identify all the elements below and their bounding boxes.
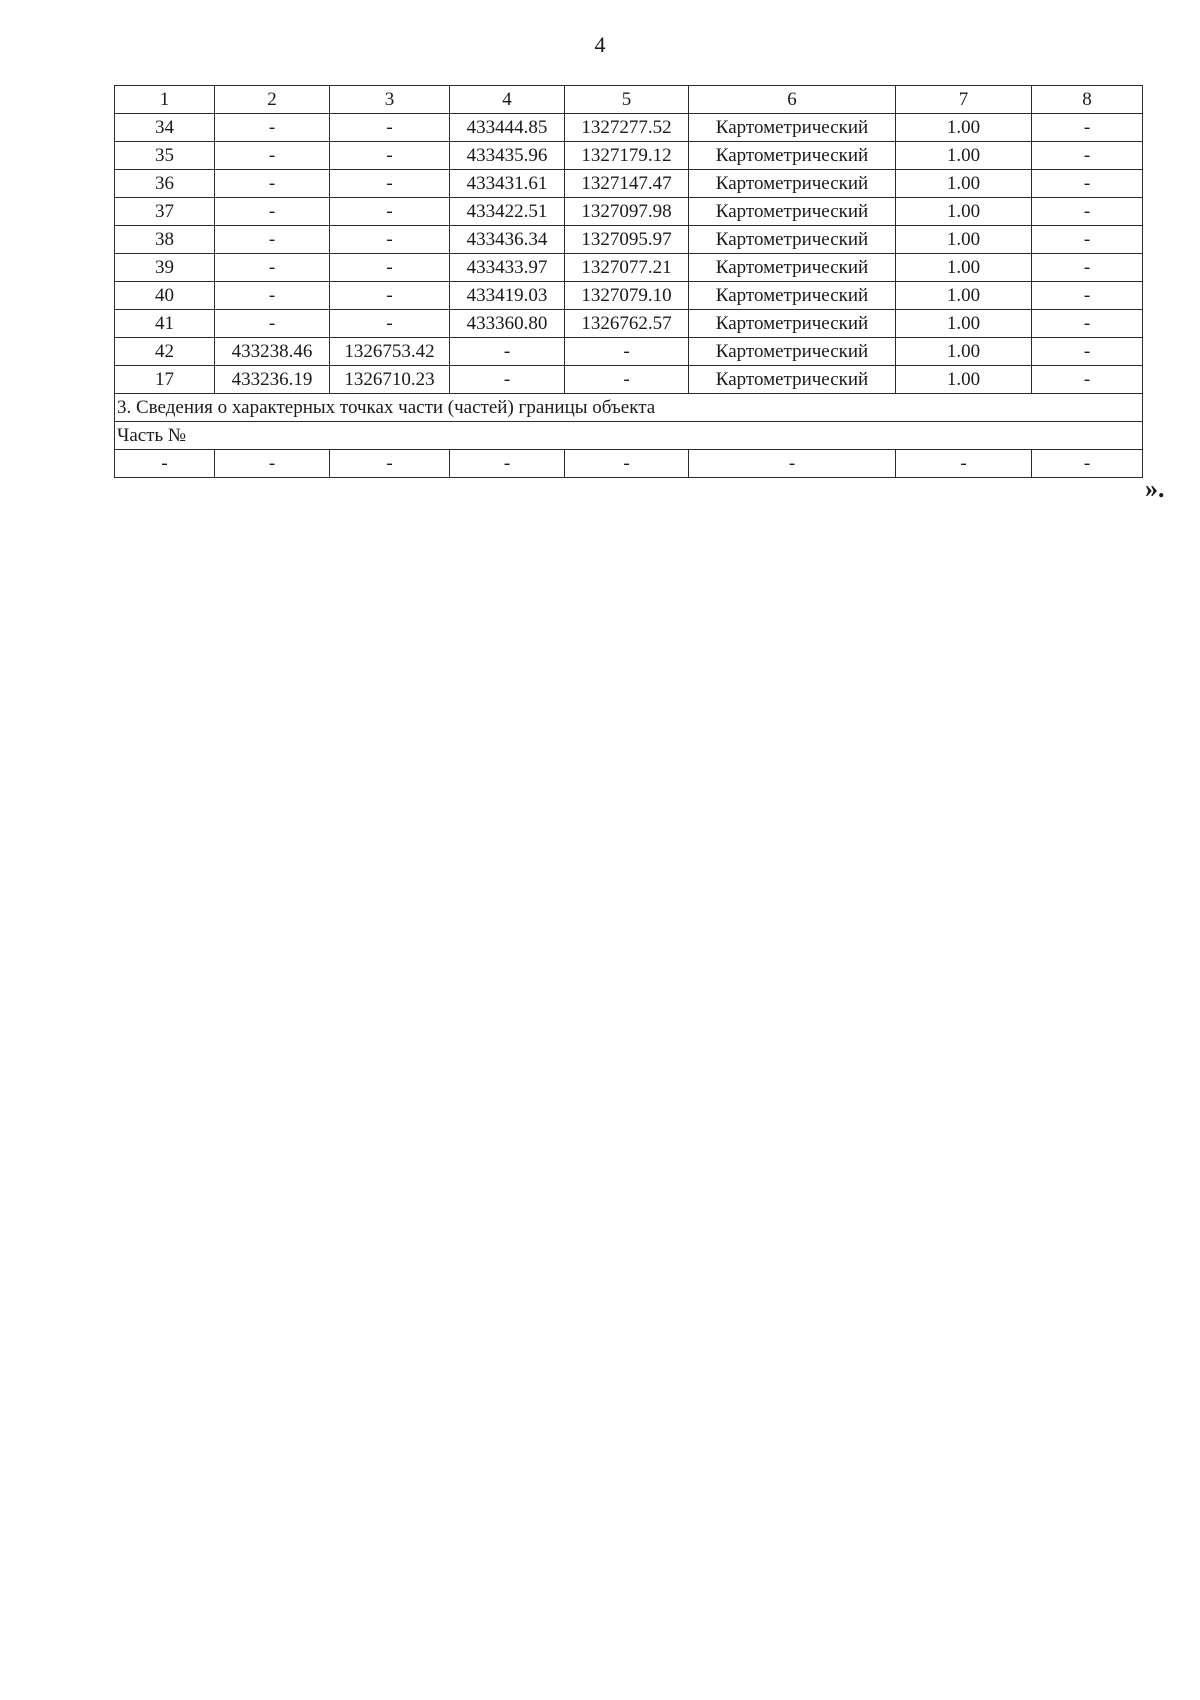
table-cell: Картометрический <box>689 170 896 198</box>
table-cell: - <box>215 142 330 170</box>
table-cell: - <box>565 338 689 366</box>
column-header: 4 <box>450 86 565 114</box>
table-cell: - <box>330 450 450 478</box>
column-header: 3 <box>330 86 450 114</box>
table-cell: 433236.19 <box>215 366 330 394</box>
table-cell: - <box>330 310 450 338</box>
table-cell: 433431.61 <box>450 170 565 198</box>
table-cell: 39 <box>115 254 215 282</box>
page-number: 4 <box>594 32 606 57</box>
section-title: 3. Сведения о характерных точках части (частей) границы объекта <box>115 394 1143 422</box>
table-cell: - <box>330 114 450 142</box>
table-cell: - <box>215 450 330 478</box>
table-cell: - <box>330 170 450 198</box>
table-cell: - <box>1032 226 1143 254</box>
table-cell: 42 <box>115 338 215 366</box>
table-cell: - <box>565 366 689 394</box>
table-cell: 433422.51 <box>450 198 565 226</box>
table-body <box>115 86 1143 478</box>
table-cell: Картометрический <box>689 198 896 226</box>
table-cell: 1.00 <box>896 338 1032 366</box>
table-cell: Картометрический <box>689 282 896 310</box>
table-cell: - <box>1032 450 1143 478</box>
table-cell: - <box>689 450 896 478</box>
table-cell: - <box>330 198 450 226</box>
table-cell: - <box>1032 282 1143 310</box>
table-cell: - <box>330 142 450 170</box>
column-header: 6 <box>689 86 896 114</box>
table-cell: 1327095.97 <box>565 226 689 254</box>
table-cell: - <box>215 170 330 198</box>
table-row <box>115 282 1143 310</box>
table-cell: 36 <box>115 170 215 198</box>
table-cell: 34 <box>115 114 215 142</box>
table-cell: - <box>330 282 450 310</box>
table-cell: 433238.46 <box>215 338 330 366</box>
table-row <box>115 226 1143 254</box>
table-cell: Картометрический <box>689 338 896 366</box>
table-cell: - <box>1032 170 1143 198</box>
table-cell: 1.00 <box>896 310 1032 338</box>
table-cell: - <box>215 254 330 282</box>
table-cell: 1327179.12 <box>565 142 689 170</box>
table-cell: Картометрический <box>689 254 896 282</box>
table-cell: - <box>215 226 330 254</box>
table-cell: - <box>450 338 565 366</box>
part-label-row <box>115 422 1143 450</box>
table-cell: 1326753.42 <box>330 338 450 366</box>
table-cell: 41 <box>115 310 215 338</box>
table-cell: 1326762.57 <box>565 310 689 338</box>
table-cell: Картометрический <box>689 142 896 170</box>
table-cell: 433360.80 <box>450 310 565 338</box>
table-cell: Картометрический <box>689 310 896 338</box>
table-cell: 1.00 <box>896 114 1032 142</box>
table-cell: 37 <box>115 198 215 226</box>
table-cell: - <box>115 450 215 478</box>
column-header: 8 <box>1032 86 1143 114</box>
table-cell: - <box>1032 310 1143 338</box>
table-row <box>115 142 1143 170</box>
closing-quote-mark: ». <box>1145 474 1165 503</box>
table-row <box>115 198 1143 226</box>
table-cell: - <box>896 450 1032 478</box>
column-header: 7 <box>896 86 1032 114</box>
table-cell: 433435.96 <box>450 142 565 170</box>
table-cell: 38 <box>115 226 215 254</box>
table-cell: 1326710.23 <box>330 366 450 394</box>
table-cell: - <box>1032 198 1143 226</box>
table-cell: 1327277.52 <box>565 114 689 142</box>
table-cell: 40 <box>115 282 215 310</box>
table-cell: 1327077.21 <box>565 254 689 282</box>
table-cell: - <box>565 450 689 478</box>
table-cell: - <box>215 310 330 338</box>
table-row <box>115 170 1143 198</box>
table-cell: - <box>450 366 565 394</box>
coordinates-table-container <box>114 85 1142 478</box>
column-header: 2 <box>215 86 330 114</box>
section-title-row <box>115 394 1143 422</box>
table-cell: Картометрический <box>689 366 896 394</box>
table-row <box>115 450 1143 478</box>
table-cell: 1.00 <box>896 170 1032 198</box>
column-header: 5 <box>565 86 689 114</box>
table-cell: 433433.97 <box>450 254 565 282</box>
table-cell: - <box>1032 366 1143 394</box>
table-row <box>115 366 1143 394</box>
table-cell: 1.00 <box>896 142 1032 170</box>
table-cell: 35 <box>115 142 215 170</box>
table-cell: 17 <box>115 366 215 394</box>
table-row <box>115 338 1143 366</box>
table-cell: 1.00 <box>896 254 1032 282</box>
table-cell: 1.00 <box>896 198 1032 226</box>
table-cell: - <box>215 198 330 226</box>
part-label: Часть № <box>115 422 1143 450</box>
table-cell: 1.00 <box>896 366 1032 394</box>
table-cell: - <box>330 226 450 254</box>
table-cell: Картометрический <box>689 226 896 254</box>
table-cell: - <box>215 114 330 142</box>
table-header-row <box>115 86 1143 114</box>
column-header: 1 <box>115 86 215 114</box>
table-cell: - <box>1032 338 1143 366</box>
table-row <box>115 254 1143 282</box>
table-cell: Картометрический <box>689 114 896 142</box>
table-cell: 1327079.10 <box>565 282 689 310</box>
table-cell: - <box>215 282 330 310</box>
table-cell: 1327097.98 <box>565 198 689 226</box>
table-cell: 1.00 <box>896 226 1032 254</box>
table-cell: - <box>1032 254 1143 282</box>
table-cell: 1327147.47 <box>565 170 689 198</box>
table-cell: 433436.34 <box>450 226 565 254</box>
table-cell: - <box>1032 142 1143 170</box>
table-cell: 433444.85 <box>450 114 565 142</box>
table-row <box>115 310 1143 338</box>
table-cell: - <box>1032 114 1143 142</box>
table-cell: 1.00 <box>896 282 1032 310</box>
table-cell: - <box>450 450 565 478</box>
table-row <box>115 114 1143 142</box>
table-cell: 433419.03 <box>450 282 565 310</box>
coordinates-table <box>114 85 1143 478</box>
table-cell: - <box>330 254 450 282</box>
